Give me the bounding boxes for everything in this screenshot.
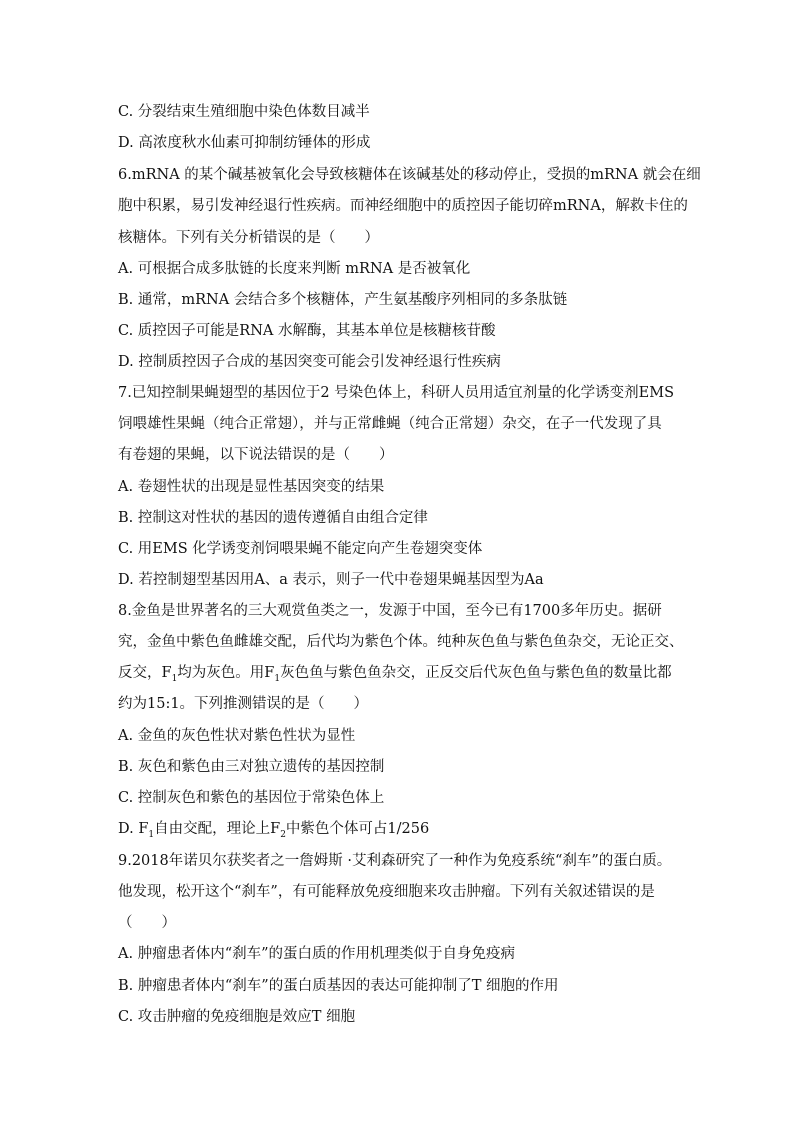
question-6-line-1: 6.mRNA 的某个碱基被氧化会导致核糖体在该碱基处的移动停止，受损的mRNA 就会在细	[118, 167, 701, 183]
option-6c: C. 质控因子可能是RNA 水解酶，其基本单位是核糖核苷酸	[118, 323, 496, 339]
option-8b: B. 灰色和紫色由三对独立遗传的基因控制	[118, 759, 385, 775]
option-6a: A. 可根据合成多肽链的长度来判断 mRNA 是否被氧化	[118, 261, 471, 277]
question-9-line-1: 9.2018年诺贝尔获奖者之一詹姆斯 ·艾利森研究了一种作为免疫系统“刹车”的蛋白质。	[118, 853, 672, 869]
option-7b: B. 控制这对性状的基因的遗传遵循自由组合定律	[118, 510, 428, 526]
question-7-line-1: 7.已知控制果蝇翅型的基因位于2 号染色体上，科研人员用适宜剂量的化学诱变剂EMS	[118, 385, 675, 401]
option-7a: A. 卷翅性状的出现是显性基因突变的结果	[118, 479, 385, 495]
question-7-line-3: 有卷翅的果蝇，以下说法错误的是（ ）	[118, 447, 394, 463]
option-9a: A. 肿瘤患者体内“刹车”的蛋白质的作用机理类似于自身免疫病	[118, 946, 516, 962]
question-8-line-2: 究，金鱼中紫色鱼雌雄交配，后代均为紫色个体。纯种灰色鱼与紫色鱼杂交，无论正交、	[118, 634, 684, 650]
question-8-line-3: 反交，$F_1$均为灰色。用$F_1$灰色鱼与紫色鱼杂交，正反交后代灰色鱼与紫色鱼的数量比都	[118, 665, 672, 684]
option-8d: D. $F_1$自由交配，理论上$F_2$中紫色个体可占1/256	[118, 821, 430, 840]
option-5c: C. 分裂结束生殖细胞中染色体数目减半	[118, 104, 370, 120]
question-7-line-2: 饲喂雄性果蝇（纯合正常翅），并与正常雌蝇（纯合正常翅）杂交，在子一代发现了具	[118, 416, 662, 432]
option-7d: D. 若控制翅型基因用A、a 表示，则子一代中卷翅果蝇基因型为Aa	[118, 572, 544, 588]
option-8c: C. 控制灰色和紫色的基因位于常染色体上	[118, 790, 385, 806]
option-9c: C. 攻击肿瘤的免疫细胞是效应T 细胞	[118, 1009, 356, 1025]
question-8-line-4: 约为15:1。下列推测错误的是（ ）	[118, 696, 369, 712]
option-8a: A. 金鱼的灰色性状对紫色性状为显性	[118, 728, 356, 744]
option-9b: B. 肿瘤患者体内“刹车”的蛋白质基因的表达可能抑制了T 细胞的作用	[118, 978, 559, 994]
option-7c: C. 用EMS 化学诱变剂饲喂果蝇不能定向产生卷翅突变体	[118, 541, 483, 557]
option-5d: D. 高浓度秋水仙素可抑制纺锤体的形成	[118, 135, 371, 151]
question-6-line-2: 胞中积累，易引发神经退行性疾病。而神经细胞中的质控因子能切碎mRNA，解救卡住的	[118, 198, 688, 214]
question-6-line-3: 核糖体。下列有关分析错误的是（ ）	[118, 230, 379, 246]
question-9-line-2: 他发现，松开这个“刹车”，有可能释放免疫细胞来攻击肿瘤。下列有关叙述错误的是	[118, 884, 655, 900]
question-9-line-3: （ ）	[118, 915, 176, 931]
option-6b: B. 通常，mRNA 会结合多个核糖体，产生氨基酸序列相同的多条肽链	[118, 292, 568, 308]
question-8-line-1: 8.金鱼是世界著名的三大观赏鱼类之一，发源于中国，至今已有1700多年历史。据研	[118, 603, 662, 619]
option-6d: D. 控制质控因子合成的基因突变可能会引发神经退行性疾病	[118, 354, 501, 370]
